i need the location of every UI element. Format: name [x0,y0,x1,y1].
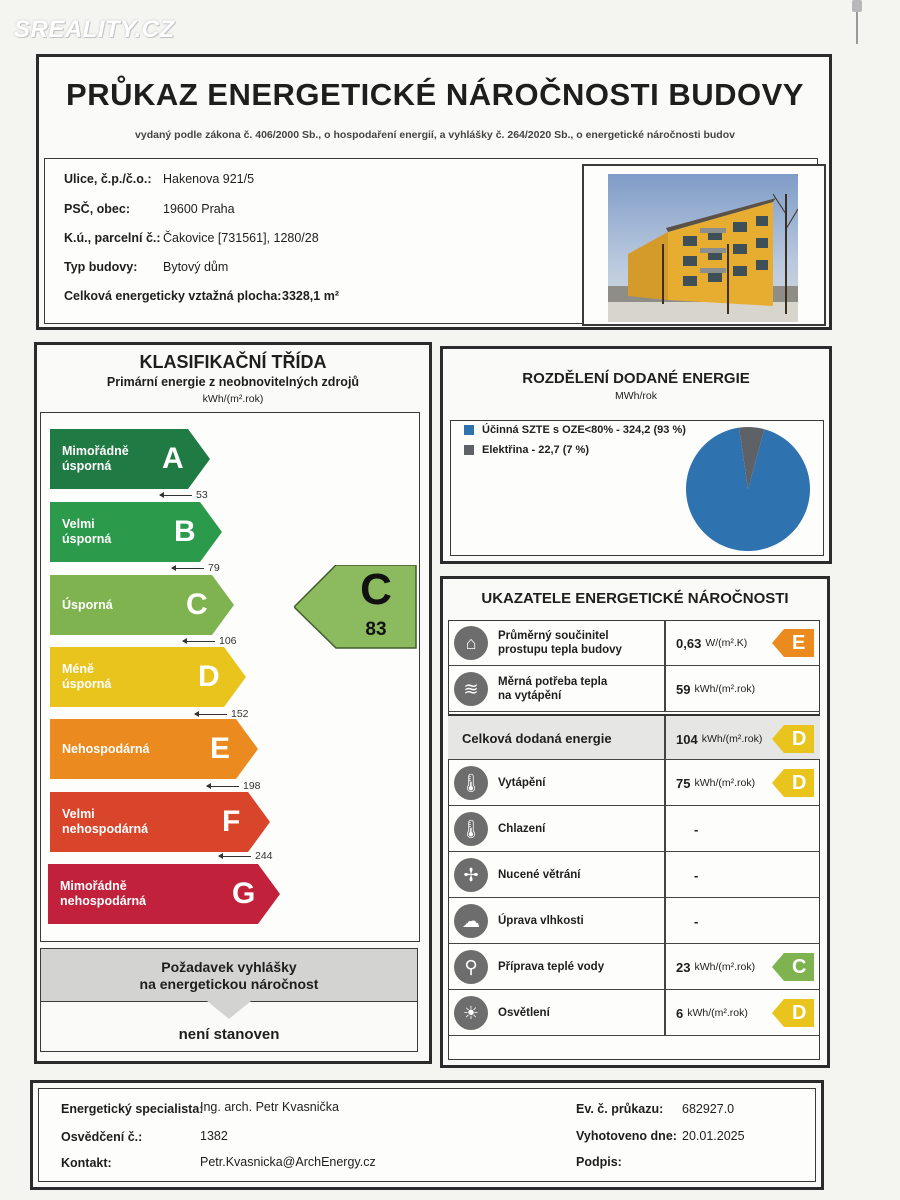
street-label: Ulice, č.p./č.o.: [64,172,152,186]
band-c-label: Úsporná [62,597,113,612]
signature-label: Podpis: [576,1155,622,1169]
area-label: Celková energeticky vztažná plocha: [64,289,282,303]
band-b-letter: B [174,515,196,548]
band-a-label: Mimořádně úsporná [62,444,129,473]
certificate-label: Osvědčení č.: [61,1130,143,1144]
indicator-row [448,714,820,760]
current-class-marker [294,565,418,649]
band-a-letter: A [162,442,184,475]
contact-value: Petr.Kvasnicka@ArchEnergy.cz [200,1155,376,1169]
sreality-watermark: SREALITY.CZ [14,16,175,43]
legend-swatch-electricity [464,445,474,455]
thermometer-plus-icon: 🌡 [454,766,488,800]
issued-date-value: 20.01.2025 [682,1129,745,1143]
indicator-row [448,760,820,806]
indicator-value: - [694,913,699,929]
threshold-e-f: 198 [207,780,261,792]
evidence-number-value: 682927.0 [682,1102,735,1116]
band-e-label: Nehospodárná [62,741,150,756]
current-class-letter: C [360,565,392,614]
street-value: Hakenova 921/5 [163,172,255,186]
indicator-name: Nucené větrání [498,869,581,881]
indicator-value: - [694,821,699,837]
indicator-row [448,944,820,990]
contact-label: Kontakt: [61,1156,112,1170]
band-f-label: Velmi nehospodárná [62,807,149,836]
indicator-name: Chlazení [498,823,546,835]
legend-label-electricity: Elektřina - 22,7 (7 %) [482,444,589,456]
page-title: PRŮKAZ ENERGETICKÉ NÁROČNOSTI BUDOVY [66,77,804,112]
indicator-value: 59 kWh/(m².rok) [676,681,756,697]
indicator-class-badge: D [772,725,816,753]
indicator-row [448,620,820,666]
building-type-value: Bytový dům [163,260,229,274]
humidity-cloud-icon: ☁ [454,904,488,938]
requirement-value: není stanoven [178,1026,280,1043]
indicators-title: UKAZATELE ENERGETICKÉ NÁROČNOSTI [481,590,789,607]
band-g-label: Mimořádně nehospodárná [60,879,147,908]
indicator-row [448,806,820,852]
indicator-name: Osvětlení [498,1007,550,1019]
evidence-number-label: Ev. č. průkazu: [576,1102,664,1116]
threshold-d-e: 152 [195,708,249,720]
band-c-letter: C [186,588,208,621]
indicator-row [448,666,820,712]
threshold-b-c: 79 [172,562,220,574]
indicator-class-badge: D [772,999,816,1027]
indicator-value: 75 kWh/(m².rok) [676,775,756,791]
band-d-letter: D [198,660,220,693]
indicator-name: Vytápění [498,777,546,789]
legend-item-electricity [464,444,589,456]
parcel-label: K.ú., parcelní č.: [64,231,161,245]
building-photo [608,174,798,322]
indicator-name: Celková dodaná energie [462,731,612,746]
issued-date-label: Vyhotoveno dne: [576,1129,677,1143]
indicator-class-badge: D [772,769,816,797]
indicator-value: 6 kWh/(m².rok) [676,1005,748,1021]
indicator-value: 0,63 W/(m².K) [676,635,748,651]
heat-waves-icon: ≋ [454,672,488,706]
current-class-value: 83 [365,619,387,640]
zip-label: PSČ, obec: [64,202,130,216]
indicator-name: Úprava vlhkosti [498,915,584,927]
legend-label-szte: Účinná SZTE s OZE<80% - 324,2 (93 %) [482,424,686,436]
light-bulb-icon: ☀ [454,996,488,1030]
classification-title: KLASIFIKAČNÍ TŘÍDA [139,352,327,372]
pin-icon [852,0,862,46]
threshold-a-b: 53 [160,489,208,501]
threshold-c-d: 106 [183,635,237,647]
parcel-value: Čakovice [731561], 1280/28 [163,231,319,245]
thermometer-minus-icon: 🌡 [454,812,488,846]
indicator-row [448,852,820,898]
legend-item-szte [464,424,686,436]
area-value: 3328,1 m² [282,289,339,303]
distribution-unit: MWh/rok [615,390,657,402]
specialist-label: Energetický specialista: [61,1102,204,1116]
indicator-row [448,990,820,1036]
threshold-f-g: 244 [219,850,273,862]
requirement-title-line2: na energetickou náročnost [139,976,319,992]
indicator-value: - [694,867,699,883]
indicator-row [448,898,820,944]
indicator-class-badge: C [772,953,816,981]
indicator-name: Příprava teplé vody [498,961,605,973]
indicator-value: 104 kWh/(m².rok) [676,731,763,747]
distribution-pie-chart [683,424,813,554]
page-subtitle: vydaný podle zákona č. 406/2000 Sb., o hospodaření energií, a vyhlášky č. 264/2020 Sb., o energetické náročnosti budov [135,129,735,141]
requirement-header [40,948,418,1002]
requirement-title-line1: Požadavek vyhlášky [161,959,297,975]
band-f-letter: F [222,805,241,838]
house-icon: ⌂ [454,626,488,660]
specialist-value: Ing. arch. Petr Kvasnička [200,1100,339,1114]
certificate-value: 1382 [200,1129,228,1143]
band-d-label: Méně úsporná [62,662,112,691]
band-g-letter: G [232,877,256,910]
indicator-value: 23 kWh/(m².rok) [676,959,756,975]
indicator-class-badge: E [772,629,816,657]
fan-icon: ✢ [454,858,488,892]
classification-unit: kWh/(m².rok) [202,393,264,405]
indicator-name: Měrná potřeba tepla na vytápění [498,676,608,702]
building-type-label: Typ budovy: [64,260,138,274]
water-tap-icon: ⚲ [454,950,488,984]
distribution-title: ROZDĚLENÍ DODANÉ ENERGIE [522,370,750,387]
legend-swatch-szte [464,425,474,435]
band-b-label: Velmi úsporná [62,517,112,546]
band-e-letter: E [210,732,231,765]
indicator-name: Průměrný součinitel prostupu tepla budovy [498,630,622,656]
classification-subtitle: Primární energie z neobnovitelných zdrojů [106,375,360,389]
zip-value: 19600 Praha [163,202,235,216]
